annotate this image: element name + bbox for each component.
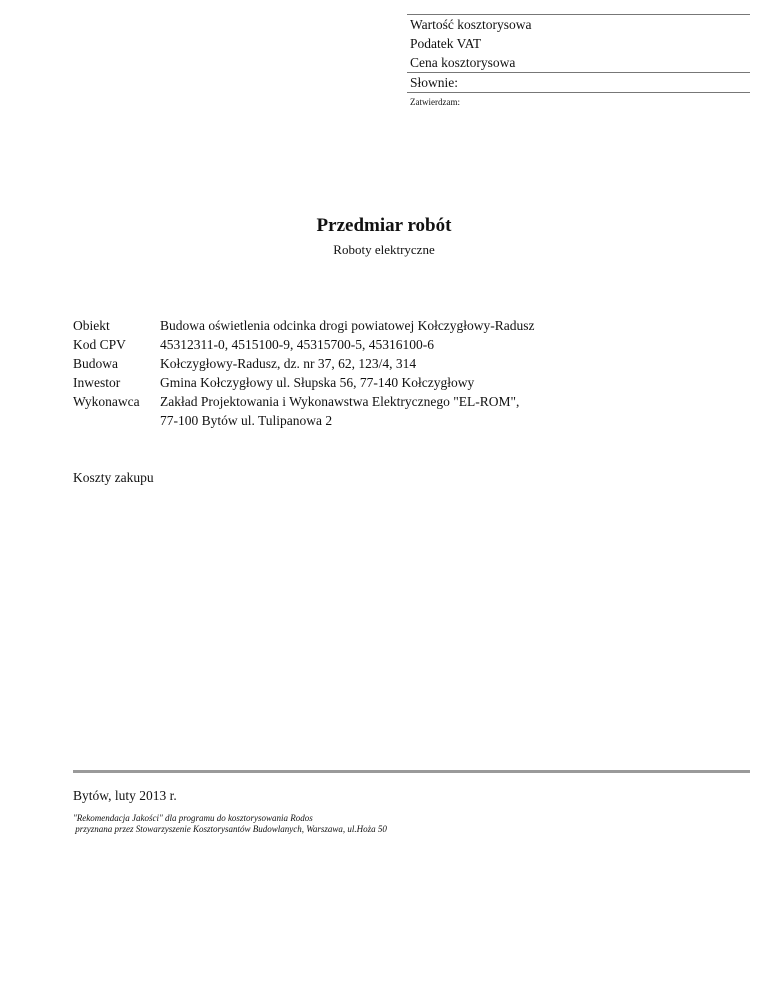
note-line-2: przyznana przez Stowarzyszenie Kosztorysantów Budowlanych, Warszawa, ul.Hoża 50 <box>73 824 387 834</box>
info-row-kod-cpv <box>73 335 753 354</box>
note-line-1: "Rekomendacja Jakości" dla programu do kosztorysowania Rodos <box>73 813 313 823</box>
estimated-price-label: Cena kosztorysowa <box>410 55 516 70</box>
info-row-inwestor <box>73 373 753 392</box>
document-title: Przedmiar robót <box>316 215 452 236</box>
info-value: Gmina Kołczygłowy ul. Słupska 56, 77-140 Kołczygłowy <box>160 375 475 390</box>
info-value: 45312311-0, 4515100-9, 45315700-5, 45316100-6 <box>160 337 434 352</box>
info-label: Wykonawca <box>73 394 140 409</box>
vat-label: Podatek VAT <box>410 36 482 51</box>
info-label: Inwestor <box>73 375 121 390</box>
info-label: Budowa <box>73 356 118 371</box>
document-subtitle: Roboty elektryczne <box>333 242 435 257</box>
contractor-line-1: Zakład Projektowania i Wykonawstwa Elektrycznego "EL-ROM", <box>160 394 520 409</box>
info-label: Obiekt <box>73 318 110 333</box>
summary-rule-approve <box>407 92 750 93</box>
approve-label: Zatwierdzam: <box>410 97 460 107</box>
info-label: Kod CPV <box>73 337 126 352</box>
estimated-value-label: Wartość kosztorysowa <box>410 17 532 32</box>
footer-divider <box>73 770 750 773</box>
info-row-obiekt <box>73 316 753 335</box>
info-value: Kołczygłowy-Radusz, dz. nr 37, 62, 123/4, 314 <box>160 356 417 371</box>
info-row-wykonawca <box>73 392 753 430</box>
info-row-budowa <box>73 354 753 373</box>
purchase-costs-label: Koszty zakupu <box>73 470 154 485</box>
contractor-line-2: 77-100 Bytów ul. Tulipanowa 2 <box>160 413 333 428</box>
in-words-label: Słownie: <box>410 75 459 90</box>
project-info-table <box>73 316 753 430</box>
info-value: Budowa oświetlenia odcinka drogi powiatowej Kołczygłowy-Radusz <box>160 318 535 333</box>
quality-recommendation-note <box>73 813 387 835</box>
place-and-date: Bytów, luty 2013 r. <box>73 788 177 803</box>
info-value <box>160 392 753 430</box>
cost-summary-block <box>407 14 750 108</box>
